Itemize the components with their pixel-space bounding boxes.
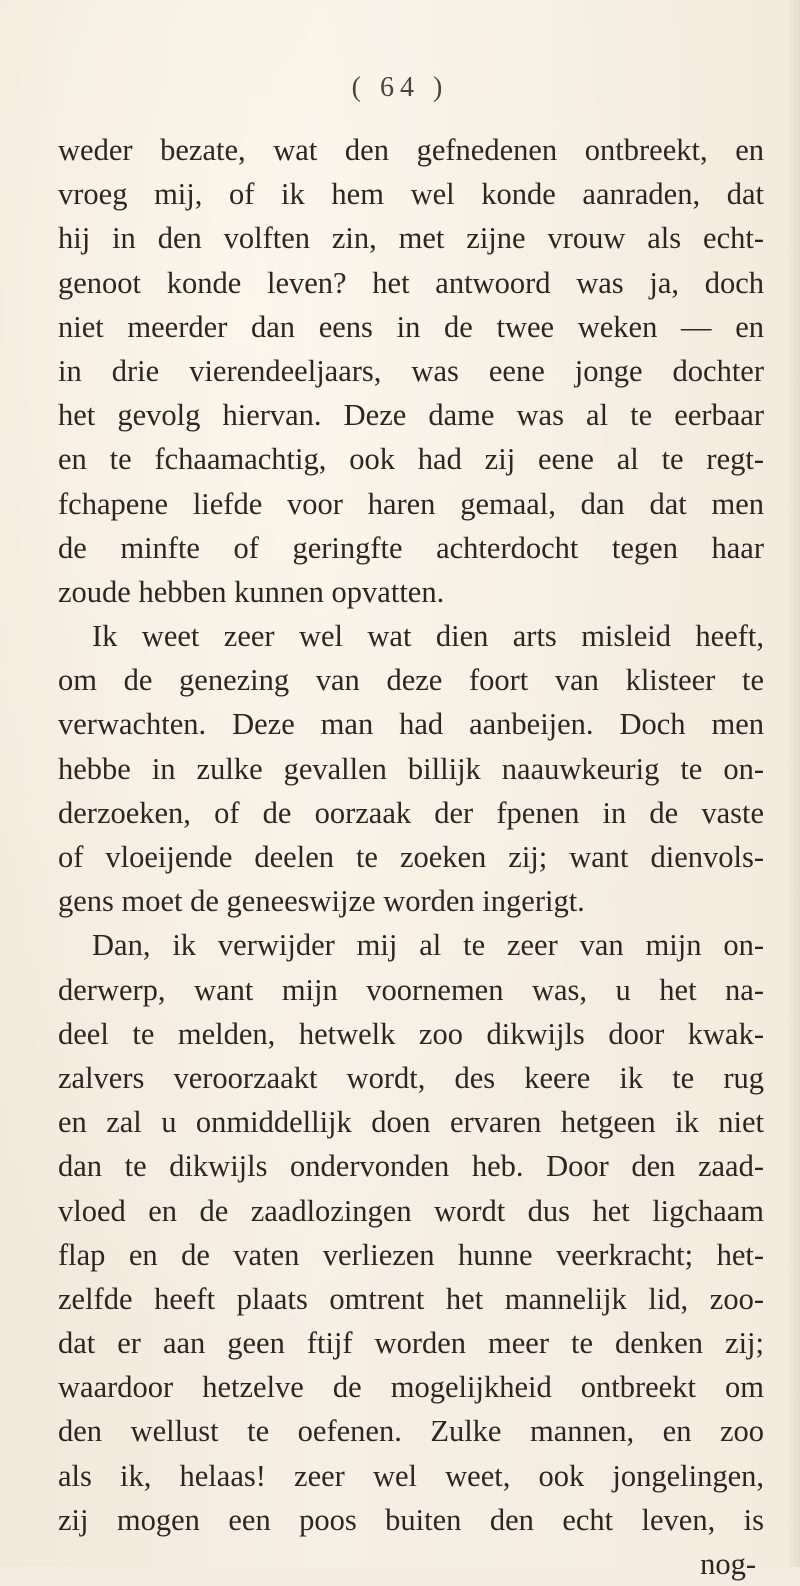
text-line: Ik weet zeer wel wat dien arts misleid heeft, [92, 619, 764, 654]
text-line: hij in den volften zin, met zijne vrouw als echt- [58, 221, 764, 256]
text-line: zoude hebben kunnen opvatten. [58, 574, 445, 609]
text-line: vroeg mij, of ik hem wel konde aanraden, dat [58, 177, 764, 212]
text-line: gens moet de geneeswijze worden ingerigt. [58, 884, 585, 919]
text-line: derzoeken, of de oorzaak der fpenen in de vaste [58, 795, 764, 830]
text-line: Dan, ik verwijder mij al te zeer van mijn on- [92, 928, 764, 963]
text-line: niet meerder dan eens in de twee weken — en [58, 309, 764, 344]
text-line: dan te dikwijls ondervonden heb. Door den zaad- [58, 1149, 764, 1184]
text-line: het gevolg hiervan. Deze dame was al te eerbaar [58, 398, 764, 433]
text-line: en te fchaamachtig, ook had zij eene al te regt- [58, 442, 764, 477]
text-line: verwachten. Deze man had aanbeijen. Doch men [58, 707, 764, 742]
text-line: genoot konde leven? het antwoord was ja, doch [58, 265, 764, 300]
text-line: zalvers veroorzaakt wordt, des keere ik te rug [58, 1060, 764, 1095]
text-line: als ik, helaas! zeer wel weet, ook jongelingen, [58, 1458, 764, 1493]
catchword: nog- [700, 1547, 756, 1581]
text-line: hebbe in zulke gevallen billijk naauwkeurig te on- [58, 751, 764, 786]
text-line: deel te melden, hetwelk zoo dikwijls door kwak- [58, 1016, 764, 1051]
text-line: weder bezate, wat den gefnedenen ontbreekt, en [58, 133, 764, 167]
body-text [58, 128, 764, 1586]
text-line: dat er aan geen ftijf worden meer te denken zij; [58, 1326, 764, 1361]
text-line: fchapene liefde voor haren gemaal, dan dat men [58, 486, 764, 521]
text-line: den wellust te oefenen. Zulke mannen, en zoo [58, 1414, 764, 1449]
page-edge-shadow [786, 0, 800, 1567]
text-line: om de genezing van deze foort van klisteer te [58, 663, 764, 698]
text-line: in drie vierendeeljaars, was eene jonge dochter [58, 353, 764, 388]
text-line: derwerp, want mijn voornemen was, u het na- [58, 972, 764, 1007]
text-line: zij mogen een poos buiten den echt leven, is [58, 1502, 764, 1537]
text-line: waardoor hetzelve de mogelijkheid ontbreekt om [58, 1370, 764, 1405]
text-line: zelfde heeft plaats omtrent het mannelijk lid, zoo- [58, 1281, 764, 1316]
text-line: of vloeijende deelen te zoeken zij; want dienvols- [58, 840, 764, 874]
text-line: de minfte of geringfte achterdocht tegen haar [58, 530, 764, 565]
page-number: ( 64 ) [351, 72, 449, 103]
text-line: flap en de vaten verliezen hunne veerkracht; het- [58, 1237, 764, 1272]
text-line: en zal u onmiddellijk doen ervaren hetgeen ik niet [58, 1105, 764, 1140]
text-line: vloed en de zaadlozingen wordt dus het ligchaam [58, 1193, 764, 1228]
